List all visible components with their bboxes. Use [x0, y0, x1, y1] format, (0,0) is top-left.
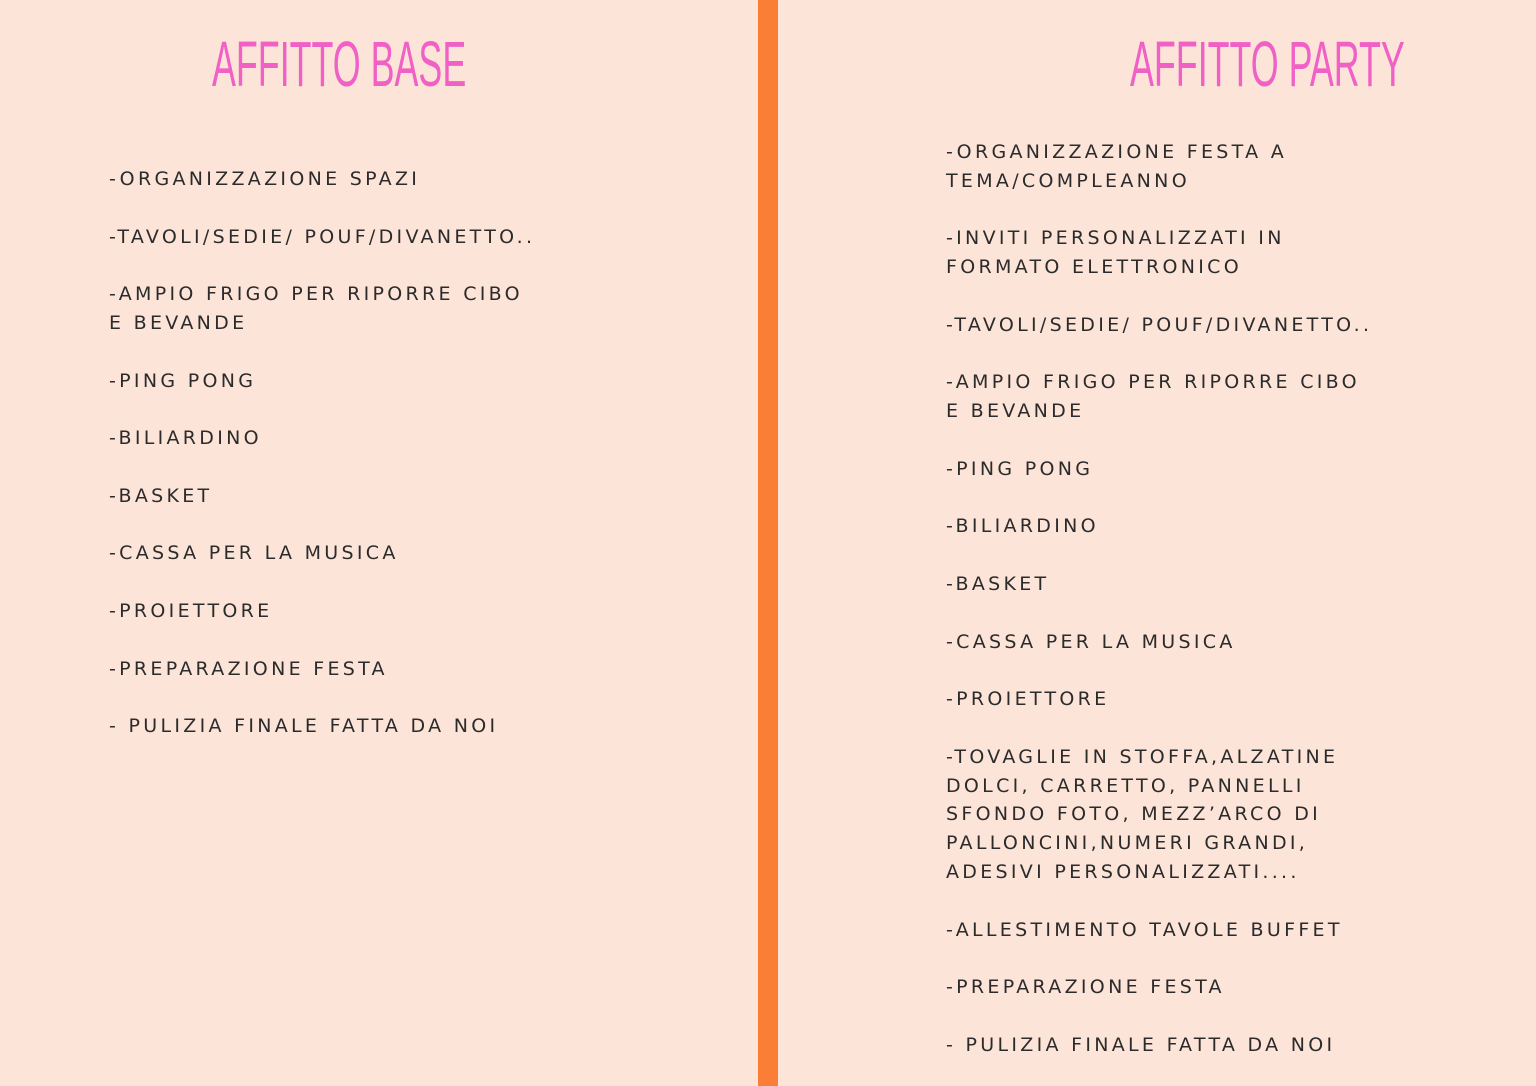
- list-item: - PULIZIA FINALE FATTA DA NOI: [946, 1033, 1336, 1056]
- list-item: -CASSA PER LA MUSICA: [109, 542, 399, 565]
- list-item: -BASKET: [109, 484, 213, 507]
- list-item: -BILIARDINO: [109, 427, 262, 450]
- list-item: -PROIETTORE: [109, 599, 273, 622]
- list-item: -AMPIO FRIGO PER RIPORRE CIBO E BEVANDE: [109, 283, 523, 334]
- list-item: -PREPARAZIONE FESTA: [946, 976, 1225, 999]
- list-item: - PULIZIA FINALE FATTA DA NOI: [109, 715, 499, 738]
- title-affitto-base: AFFITTO BASE: [212, 28, 467, 100]
- list-item: -PING PONG: [109, 369, 257, 392]
- list-item: -BASKET: [946, 572, 1050, 595]
- list-item: -TOVAGLIE IN STOFFA,ALZATINE DOLCI, CARRETTO, PANNELLI SFONDO FOTO, MEZZ’ARCO DI PALLONCINI,NUMERI GRANDI, ADESIVI PERSONALIZZATI....: [946, 745, 1339, 883]
- list-item: -CASSA PER LA MUSICA: [946, 630, 1236, 653]
- list-item: -INVITI PERSONALIZZATI IN FORMATO ELETTRONICO: [946, 227, 1285, 279]
- title-affitto-party: AFFITTO PARTY: [1130, 28, 1405, 100]
- list-item: -PROIETTORE: [946, 688, 1110, 711]
- list-item: -PING PONG: [946, 457, 1094, 480]
- list-item: -AMPIO FRIGO PER RIPORRE CIBO E BEVANDE: [946, 371, 1360, 423]
- list-item: -BILIARDINO: [946, 515, 1099, 538]
- affitto-party-list: [946, 138, 1466, 1086]
- affitto-base-list: [109, 165, 669, 770]
- list-item: -ORGANIZZAZIONE SPAZI: [109, 168, 421, 190]
- list-item: -TAVOLI/SEDIE/ POUF/DIVANETTO..: [109, 225, 536, 248]
- column-divider: [758, 0, 778, 1086]
- list-item: -TAVOLI/SEDIE/ POUF/DIVANETTO..: [946, 313, 1373, 336]
- list-item: -ORGANIZZAZIONE FESTA A TEMA/COMPLEANNO: [946, 141, 1287, 192]
- list-item: -ALLESTIMENTO TAVOLE BUFFET: [946, 918, 1343, 941]
- list-item: -PREPARAZIONE FESTA: [109, 657, 388, 680]
